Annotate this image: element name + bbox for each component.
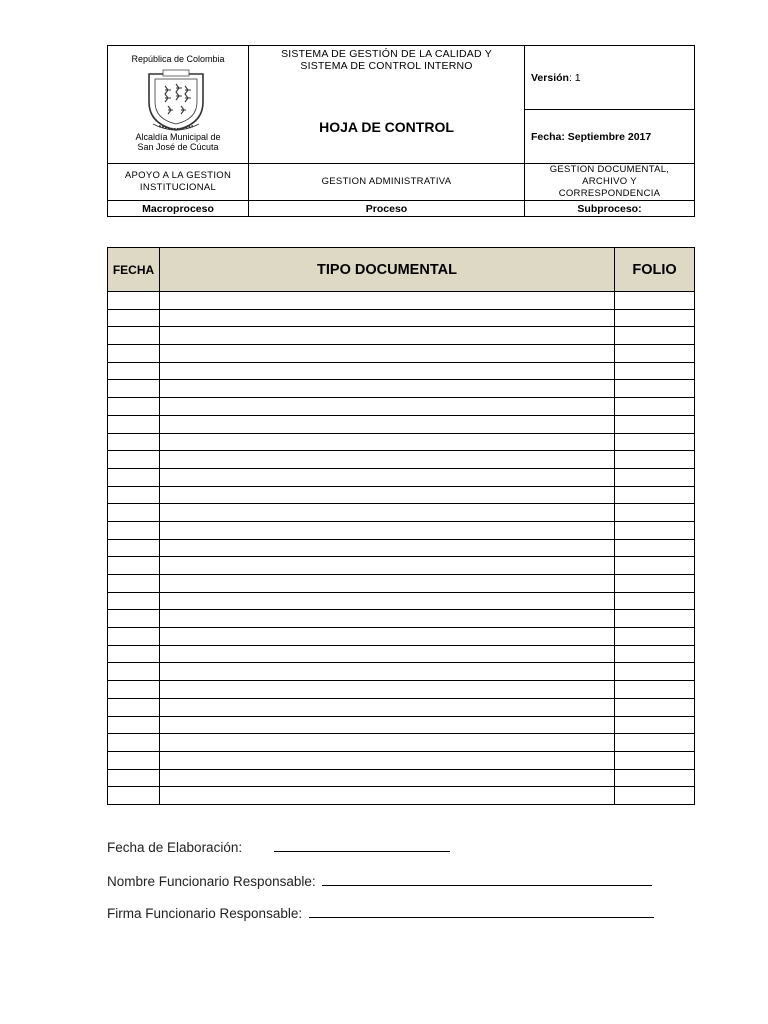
cell-folio[interactable]: [615, 663, 695, 681]
cell-fecha[interactable]: [108, 769, 160, 787]
header-table: [107, 45, 695, 217]
cell-fecha[interactable]: [108, 504, 160, 522]
subprocess-label: Subproceso:: [525, 201, 695, 217]
table-row: [108, 751, 695, 769]
cell-fecha[interactable]: [108, 734, 160, 752]
table-row: [108, 557, 695, 575]
cell-fecha[interactable]: [108, 292, 160, 310]
cell-tipo-documental[interactable]: [160, 521, 615, 539]
column-header-tipo-documental: TIPO DOCUMENTAL: [160, 248, 615, 292]
cell-folio[interactable]: [615, 415, 695, 433]
table-row: [108, 398, 695, 416]
cell-tipo-documental[interactable]: [160, 415, 615, 433]
cell-folio[interactable]: [615, 557, 695, 575]
table-row: [108, 575, 695, 593]
cell-folio[interactable]: [615, 486, 695, 504]
cell-tipo-documental[interactable]: [160, 380, 615, 398]
table-row: [108, 362, 695, 380]
cell-tipo-documental[interactable]: [160, 716, 615, 734]
subprocess-value: GESTION DOCUMENTAL, ARCHIVO Y CORRESPONDENCIA: [525, 164, 695, 201]
cell-folio[interactable]: [615, 698, 695, 716]
cell-folio[interactable]: [615, 309, 695, 327]
cell-fecha[interactable]: [108, 433, 160, 451]
elaboration-date-field[interactable]: [274, 839, 450, 852]
table-row: [108, 292, 695, 310]
table-row: [108, 645, 695, 663]
responsible-signature-field[interactable]: [309, 905, 654, 918]
control-grid: [107, 247, 695, 805]
cell-fecha[interactable]: [108, 610, 160, 628]
cell-tipo-documental[interactable]: [160, 451, 615, 469]
cell-tipo-documental[interactable]: [160, 468, 615, 486]
cell-tipo-documental[interactable]: [160, 734, 615, 752]
cell-folio[interactable]: [615, 628, 695, 646]
cell-folio[interactable]: [615, 751, 695, 769]
date-cell: Fecha: Septiembre 2017: [525, 110, 695, 164]
version-value: : 1: [568, 71, 581, 84]
cell-folio[interactable]: [615, 433, 695, 451]
cell-fecha[interactable]: [108, 592, 160, 610]
grid-body: [108, 292, 695, 805]
cell-fecha[interactable]: [108, 716, 160, 734]
table-row: [108, 345, 695, 363]
cell-folio[interactable]: [615, 504, 695, 522]
cell-fecha[interactable]: [108, 645, 160, 663]
cell-tipo-documental[interactable]: [160, 486, 615, 504]
table-row: [108, 451, 695, 469]
cell-folio[interactable]: [615, 380, 695, 398]
table-row: [108, 663, 695, 681]
table-row: [108, 681, 695, 699]
cell-tipo-documental[interactable]: [160, 628, 615, 646]
cell-folio[interactable]: [615, 362, 695, 380]
cell-fecha[interactable]: [108, 309, 160, 327]
table-row: [108, 327, 695, 345]
cell-fecha[interactable]: [108, 362, 160, 380]
table-row: [108, 433, 695, 451]
cell-fecha[interactable]: [108, 380, 160, 398]
system-title: SISTEMA DE GESTIÓN DE LA CALIDAD Y SISTEMA DE CONTROL INTERNO: [281, 48, 492, 72]
cell-folio[interactable]: [615, 787, 695, 805]
table-row: [108, 309, 695, 327]
cell-folio[interactable]: [615, 451, 695, 469]
cell-tipo-documental[interactable]: [160, 698, 615, 716]
table-row: [108, 628, 695, 646]
cell-folio[interactable]: [615, 769, 695, 787]
cell-fecha[interactable]: [108, 327, 160, 345]
responsible-signature-label: Firma Funcionario Responsable:: [107, 906, 303, 921]
cell-tipo-documental[interactable]: [160, 504, 615, 522]
cell-folio[interactable]: [615, 398, 695, 416]
cell-folio[interactable]: [615, 681, 695, 699]
macroprocess-label: Macroproceso: [108, 201, 249, 217]
table-row: [108, 769, 695, 787]
cell-folio[interactable]: [615, 292, 695, 310]
cell-fecha[interactable]: [108, 751, 160, 769]
cell-folio[interactable]: [615, 575, 695, 593]
table-row: [108, 521, 695, 539]
cell-tipo-documental[interactable]: [160, 645, 615, 663]
cell-tipo-documental[interactable]: [160, 681, 615, 699]
coat-of-arms-icon: [141, 68, 211, 132]
cell-tipo-documental[interactable]: [160, 769, 615, 787]
column-header-fecha: FECHA: [108, 248, 160, 292]
table-row: [108, 504, 695, 522]
cell-folio[interactable]: [615, 716, 695, 734]
table-row: [108, 380, 695, 398]
cell-folio[interactable]: [615, 645, 695, 663]
version-cell: [525, 46, 695, 110]
table-row: [108, 468, 695, 486]
column-header-folio: FOLIO: [615, 248, 695, 292]
cell-folio[interactable]: [615, 592, 695, 610]
cell-folio[interactable]: [615, 521, 695, 539]
cell-fecha[interactable]: [108, 539, 160, 557]
cell-folio[interactable]: [615, 539, 695, 557]
cell-fecha[interactable]: [108, 345, 160, 363]
table-row: [108, 610, 695, 628]
cell-tipo-documental[interactable]: [160, 751, 615, 769]
table-row: [108, 415, 695, 433]
cell-fecha[interactable]: [108, 681, 160, 699]
cell-fecha[interactable]: [108, 575, 160, 593]
cell-fecha[interactable]: [108, 663, 160, 681]
table-row: [108, 698, 695, 716]
cell-tipo-documental[interactable]: [160, 575, 615, 593]
municipality-label: Alcaldía Municipal de San José de Cúcuta: [135, 132, 221, 152]
cell-fecha[interactable]: [108, 415, 160, 433]
table-row: [108, 486, 695, 504]
cell-tipo-documental[interactable]: [160, 663, 615, 681]
cell-fecha[interactable]: [108, 787, 160, 805]
logo-cell: [108, 46, 249, 164]
elaboration-date-line: [107, 839, 450, 855]
table-row: [108, 716, 695, 734]
cell-folio[interactable]: [615, 327, 695, 345]
cell-tipo-documental[interactable]: [160, 345, 615, 363]
version-label: Versión: [531, 71, 569, 84]
cell-tipo-documental[interactable]: [160, 292, 615, 310]
elaboration-date-label: Fecha de Elaboración:: [107, 840, 243, 855]
cell-fecha[interactable]: [108, 521, 160, 539]
cell-tipo-documental[interactable]: [160, 398, 615, 416]
cell-folio[interactable]: [615, 610, 695, 628]
cell-fecha[interactable]: [108, 628, 160, 646]
responsible-name-label: Nombre Funcionario Responsable:: [107, 874, 316, 889]
cell-fecha[interactable]: [108, 398, 160, 416]
responsible-name-field[interactable]: [322, 873, 652, 886]
title-cell: [249, 46, 525, 164]
cell-tipo-documental[interactable]: [160, 327, 615, 345]
cell-fecha[interactable]: [108, 468, 160, 486]
cell-tipo-documental[interactable]: [160, 539, 615, 557]
responsible-name-line: [107, 873, 652, 889]
cell-fecha[interactable]: [108, 486, 160, 504]
table-row: [108, 539, 695, 557]
table-row: [108, 734, 695, 752]
cell-folio[interactable]: [615, 345, 695, 363]
document-title: HOJA DE CONTROL: [319, 119, 454, 135]
cell-tipo-documental[interactable]: [160, 592, 615, 610]
cell-tipo-documental[interactable]: [160, 362, 615, 380]
cell-fecha[interactable]: [108, 557, 160, 575]
cell-tipo-documental[interactable]: [160, 610, 615, 628]
cell-tipo-documental[interactable]: [160, 433, 615, 451]
cell-folio[interactable]: [615, 468, 695, 486]
process-label: Proceso: [249, 201, 525, 217]
table-row: [108, 787, 695, 805]
responsible-signature-line: [107, 905, 654, 921]
cell-fecha[interactable]: [108, 451, 160, 469]
process-value: GESTION ADMINISTRATIVA: [249, 164, 525, 201]
macroprocess-value: APOYO A LA GESTION INSTITUCIONAL: [108, 164, 249, 201]
cell-tipo-documental[interactable]: [160, 787, 615, 805]
cell-tipo-documental[interactable]: [160, 557, 615, 575]
republic-label: República de Colombia: [131, 54, 225, 64]
table-row: [108, 592, 695, 610]
cell-tipo-documental[interactable]: [160, 309, 615, 327]
cell-fecha[interactable]: [108, 698, 160, 716]
cell-folio[interactable]: [615, 734, 695, 752]
